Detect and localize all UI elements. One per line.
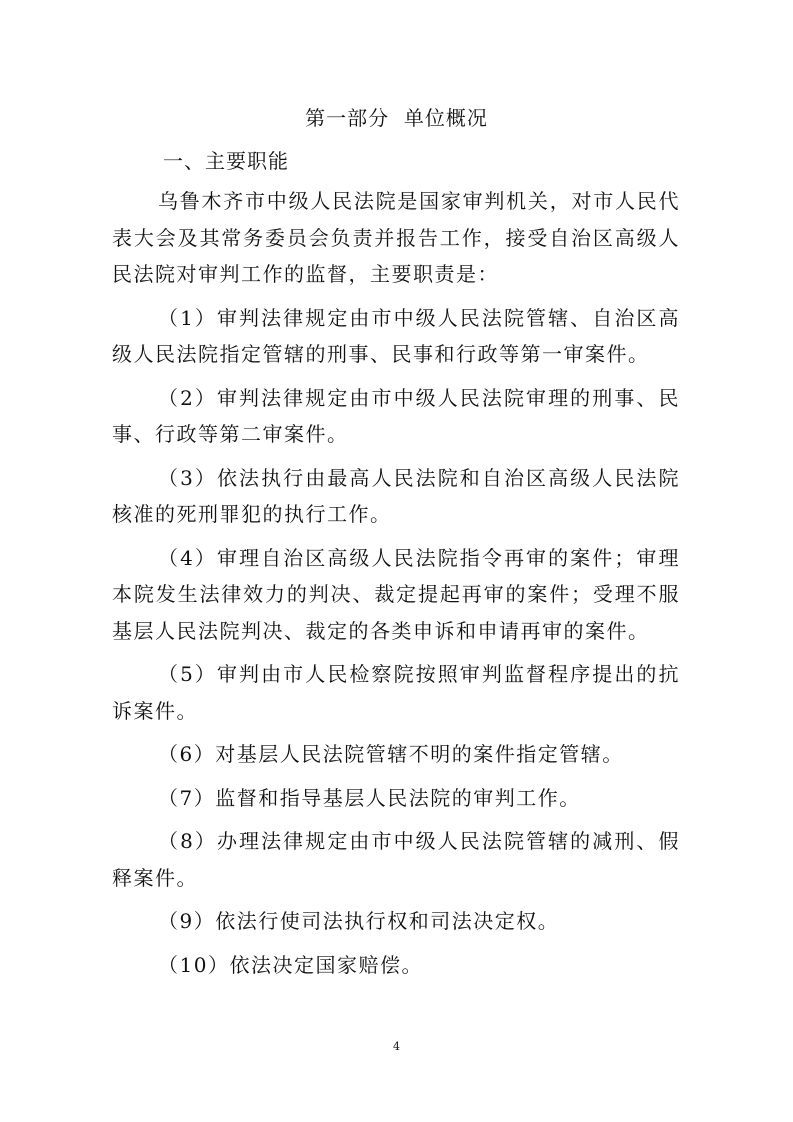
duty-item-3: （3）依法执行由最高人民法院和自治区高级人民法院核准的死刑罪犯的执行工作。 (112, 465, 680, 526)
duty-item-6: （6）对基层人民法院管辖不明的案件指定管辖。 (158, 742, 624, 766)
section-heading: 一、主要职能 (163, 149, 289, 173)
duty-item-4: （4）审理自治区高级人民法院指令再审的案件；审理本院发生法律效力的判决、裁定提起再审的案件；受理不服基层人民法院判决、裁定的各类申诉和申请再审的案件。 (112, 545, 680, 643)
duty-item-7: （7）监督和指导基层人民法院的审判工作。 (158, 785, 581, 810)
duty-item-5: （5）审判由市人民检察院按照审判监督程序提出的抗诉案件。 (112, 662, 680, 723)
page-number: 4 (393, 1040, 400, 1053)
duty-item-1: （1）审判法律规定由市中级人民法院管辖、自治区高级人民法院指定管辖的刑事、民事和行政等第一审案件。 (112, 305, 680, 366)
duty-item-9: （9）依法行使司法执行权和司法决定权。 (158, 909, 560, 933)
duty-item-10: （10）依法决定国家赔偿。 (158, 952, 423, 977)
intro-paragraph: 乌鲁木齐市中级人民法院是国家审判机关，对市人民代表大会及其常务委员会负责并报告工作，接受自治区高级人民法院对审判工作的监督，主要职责是： (112, 189, 680, 286)
duty-item-2: （2）审判法律规定由市中级人民法院审理的刑事、民事、行政等第二审案件。 (112, 385, 680, 446)
document-body (112, 183, 680, 990)
duty-item-8: （8）办理法律规定由市中级人民法院管辖的减刑、假释案件。 (112, 829, 680, 890)
page-title: 第一部分 单位概况 (305, 106, 488, 130)
